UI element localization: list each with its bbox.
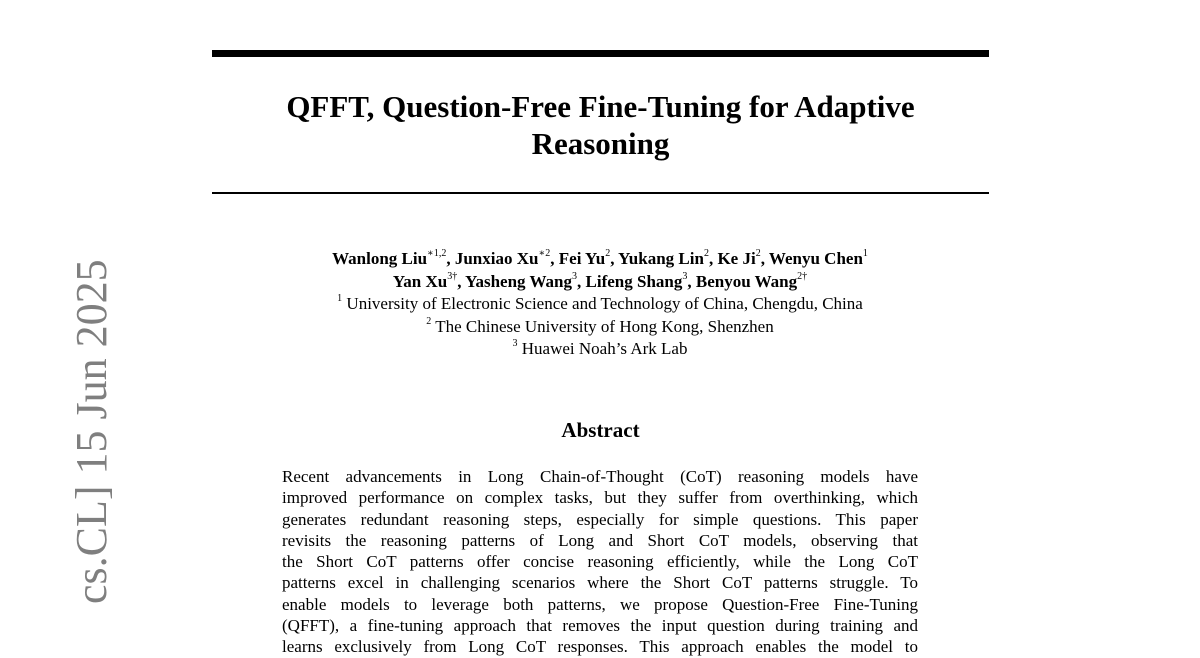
title-top-rule xyxy=(212,50,989,57)
author-separator: , xyxy=(577,271,586,291)
author-separator: , xyxy=(687,271,696,291)
author-name: Benyou Wang xyxy=(695,271,798,291)
author-separator: , xyxy=(446,249,455,268)
author-affiliation-marker: 3† xyxy=(447,270,458,282)
abstract-line: revisits the reasoning patterns of Long and Short CoT models, observing that xyxy=(282,530,918,550)
abstract-line: (QFFT), a fine-tuning approach that removes the input question during training and xyxy=(282,616,918,636)
author-name: Yukang Lin xyxy=(618,249,704,268)
author-affiliation-marker: 3 xyxy=(682,270,688,282)
affiliation-text: Huawei Noah’s Ark Lab xyxy=(521,339,688,358)
author-separator: , xyxy=(708,249,718,268)
author-separator: , xyxy=(457,271,466,291)
author-affiliation-marker: 2 xyxy=(703,248,709,260)
author-affiliation-marker: ∗2 xyxy=(538,248,551,260)
affiliation-marker: 1 xyxy=(337,293,343,305)
author-name: Wanlong Liu xyxy=(332,249,428,268)
abstract-line: improved performance on complex tasks, but they suffer from overthinking, which xyxy=(282,488,918,508)
abstract-body xyxy=(282,466,918,658)
author-name: Junxiao Xu xyxy=(454,249,539,268)
author-separator: , xyxy=(610,249,619,268)
arxiv-side-stamp: cs.CL] 15 Jun 2025 xyxy=(67,259,116,604)
abstract-line: patterns excel in challenging scenarios where the Short CoT patterns struggle. To xyxy=(282,573,918,593)
author-separator: , xyxy=(760,249,769,268)
title-bottom-rule xyxy=(212,192,989,194)
abstract-line: learns exclusively from Long CoT responses. This approach enables the model to xyxy=(282,637,918,657)
paper-title xyxy=(212,88,989,162)
author-name: Yan Xu xyxy=(392,271,448,291)
author-line-2 xyxy=(240,271,960,294)
author-name: Ke Ji xyxy=(717,249,756,268)
abstract-line: generates redundant reasoning steps, especially for simple questions. This paper xyxy=(282,509,918,529)
affiliation-marker: 3 xyxy=(512,338,518,350)
author-name: Lifeng Shang xyxy=(585,271,683,291)
author-affiliation-marker: 2 xyxy=(605,248,611,260)
affiliation-3 xyxy=(240,338,960,361)
affiliation-text: The Chinese University of Hong Kong, Shenzhen xyxy=(435,316,774,336)
author-separator: , xyxy=(550,249,559,268)
author-block xyxy=(240,248,960,361)
abstract-line: Recent advancements in Long Chain-of-Thought (CoT) reasoning models have xyxy=(282,467,918,486)
abstract-heading: Abstract xyxy=(561,418,640,442)
author-affiliation-marker: 1 xyxy=(862,248,868,260)
author-affiliation-marker: ∗1,2 xyxy=(427,248,447,260)
author-line-1 xyxy=(240,248,960,271)
paper-title-line-1: QFFT, Question-Free Fine-Tuning for Adaptive xyxy=(286,89,915,124)
author-affiliation-marker: 3 xyxy=(572,270,578,282)
affiliation-2 xyxy=(240,316,960,339)
abstract-line: the Short CoT patterns offer concise reasoning efficiently, while the Long CoT xyxy=(282,552,918,572)
affiliation-text: University of Electronic Science and Technology of China, Chengdu, China xyxy=(346,294,863,313)
abstract-line: enable models to leverage both patterns, we propose Question-Free Fine-Tuning xyxy=(282,594,918,614)
author-name: Wenyu Chen xyxy=(768,249,863,268)
affiliation-marker: 2 xyxy=(426,315,432,327)
author-name: Fei Yu xyxy=(558,249,606,268)
author-affiliation-marker: 2† xyxy=(797,270,808,282)
paper-title-line-2: Reasoning xyxy=(531,126,670,161)
author-affiliation-marker: 2 xyxy=(755,248,761,260)
affiliation-1 xyxy=(240,293,960,316)
author-name: Yasheng Wang xyxy=(465,271,573,291)
